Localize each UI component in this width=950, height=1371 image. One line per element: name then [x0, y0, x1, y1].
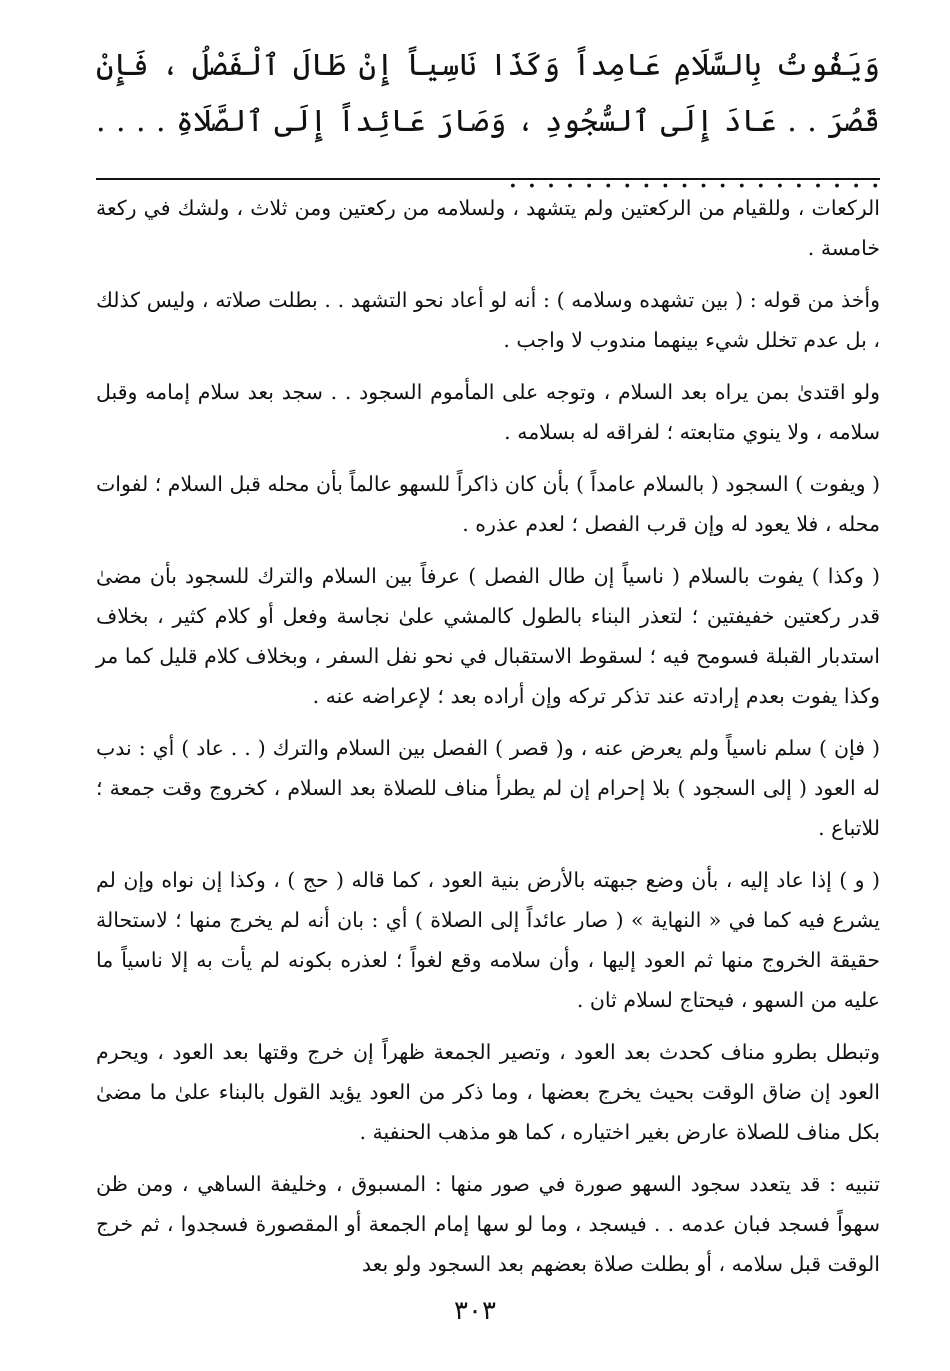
commentary-paragraph: ( وكذا ) يفوت بالسلام ( ناسياً إن طال الفصل ) عرفاً بين السلام والترك للسجود بأن مضىٰ قدر ركعتين خفيفتين ؛ لتعذر البناء بالطول كالمشي علىٰ نجاسة وفعل أو كلام كثير ، بخلاف استدبار القبلة فسومح فيه ؛ لسقوط الاستقبال في نحو نفل السفر ، وبخلاف كلام قليل كما مر وكذا يفوت بعدم إرادته عند تذكر تركه وإن أراده بعد ؛ لإعراضه عنه . [96, 564, 880, 708]
commentary-block [96, 188, 880, 1296]
commentary-paragraph: تنبيه : قد يتعدد سجود السهو صورة في صور منها : المسبوق ، وخليفة الساهي ، ومن ظن سهواً فسجد فبان عدمه . . فيسجد ، وما لو سها إمام الجمعة أو المقصورة فسجدوا ، ثم خرج الوقت قبل سلامه ، أو بطلت صلاة بعضهم بعد السجود ولو بعد [96, 1172, 880, 1276]
commentary-paragraph: الركعات ، وللقيام من الركعتين ولم يتشهد ، ولسلامه من ركعتين ومن ثلاث ، ولشك في ركعة خامسة . [96, 196, 880, 260]
commentary-paragraph: ( و ) إذا عاد إليه ، بأن وضع جبهته بالأرض بنية العود ، كما قاله ( حج ) ، وكذا إن نواه وإن لم يشرع فيه كما في « النهاية » ( صار عائداً إلى الصلاة ) أي : بان أنه لم يخرج منها ؛ لاستحالة حقيقة الخروج منها ثم العود إليها ، وأن سلامه وقع لغواً ؛ لعذره بكونه لم يأت به إلا ناسياً ما عليه من السهو ، فيحتاج لسلام ثان . [96, 868, 880, 1012]
matn-text: وَيَفُوتُ بِالسَّلَامِ عَامِداً وَكَذَا نَاسِياً إِنْ طَالَ ٱلْفَصْلُ ، فَإِنْ قَصُرَ . . عَادَ إِلَى ٱلسُّجُودِ ، وَصَارَ عَائِداً إِلَى ٱلصَّلَاةِ . . . . . . . . . . . . . . . . . . . . . . . . [96, 48, 880, 195]
page-number: ٣٠٣ [454, 1296, 496, 1326]
commentary-paragraph: ولو اقتدىٰ بمن يراه بعد السلام ، وتوجه على المأموم السجود . . سجد بعد سلام إمامه وقبل سلامه ، ولا ينوي متابعته ؛ لفراقه له بسلامه . [96, 380, 880, 444]
commentary-paragraph: ( ويفوت ) السجود ( بالسلام عامداً ) بأن كان ذاكراً للسهو عالماً بأن محله قبل السلام ؛ لفوات محله ، فلا يعود له وإن قرب الفصل ؛ لعدم عذره . [96, 472, 880, 536]
matn-text-block [96, 38, 880, 206]
separator-rule [96, 178, 880, 180]
commentary-paragraph: وأخذ من قوله : ( بين تشهده وسلامه ) : أنه لو أعاد نحو التشهد . . بطلت صلاته ، وليس كذلك ، بل عدم تخلل شيء بينهما مندوب لا واجب . [96, 288, 880, 352]
commentary-paragraph: وتبطل بطرو مناف كحدث بعد العود ، وتصير الجمعة ظهراً إن خرج وقتها بعد العود ، ويحرم العود إن ضاق الوقت بحيث يخرج بعضها ، وما ذكر من العود يؤيد القول بالبناء علىٰ ما مضىٰ بكل مناف للصلاة عارض بغير اختياره ، كما هو مذهب الحنفية . [96, 1040, 880, 1144]
commentary-paragraph: ( فإن ) سلم ناسياً ولم يعرض عنه ، و( قصر ) الفصل بين السلام والترك ( . . عاد ) أي : ندب له العود ( إلى السجود ) بلا إحرام إن لم يطرأ مناف للصلاة بعد السلام ، كخروج وقت جمعة ؛ للاتباع . [96, 736, 880, 840]
